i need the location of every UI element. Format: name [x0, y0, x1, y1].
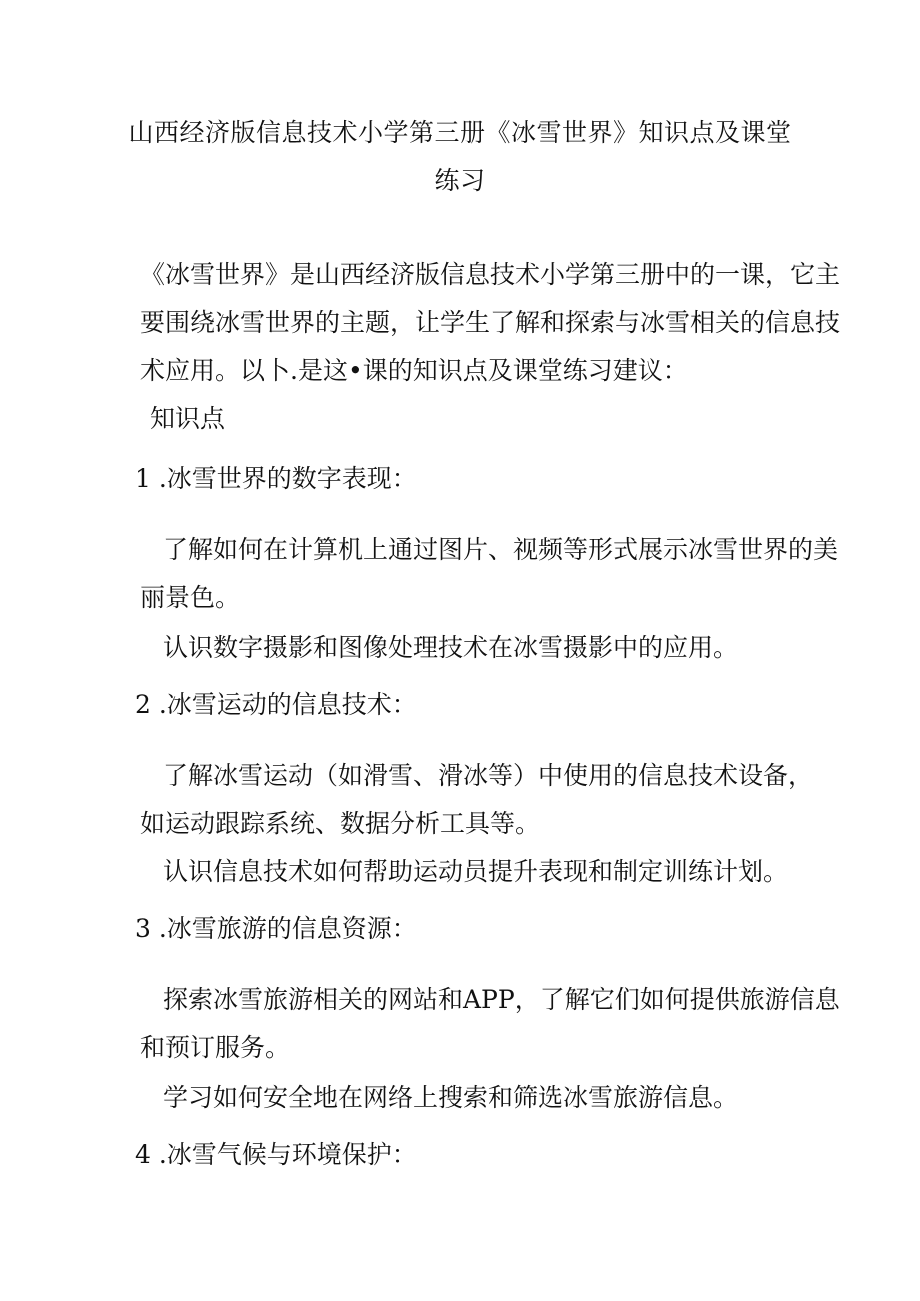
intro-line-3: 术应用。以卜.是这•课的知识点及课堂练习建议： — [140, 356, 688, 385]
section-heading: 知识点 — [150, 404, 226, 433]
item-1-paragraph-2: 认识数字摄影和图像处理技术在冰雪摄影中的应用。 — [163, 633, 739, 662]
item-1-paragraph-1-line-1: 了解如何在计算机上通过图片、视频等形式展示冰雪世界的美 — [163, 535, 839, 564]
item-2-paragraph-1-line-2: 如运动跟踪系统、数据分析工具等。 — [140, 809, 541, 838]
item-2-paragraph-1-line-1: 了解冰雪运动（如滑雪、滑冰等）中使用的信息技术设备， — [163, 761, 814, 790]
item-3-paragraph-1-line-2: 和预订服务。 — [140, 1033, 291, 1062]
item-3-heading: 3 .冰雪旅游的信息资源： — [135, 914, 417, 943]
item-4-heading: 4 .冰雪气候与环境保护： — [135, 1140, 417, 1169]
item-1-heading: 1 .冰雪世界的数字表现： — [135, 464, 417, 493]
item-3-paragraph-1-line-1: 探索冰雪旅游相关的网站和APP，了解它们如何提供旅游信息 — [163, 985, 840, 1014]
intro-line-1: 《冰雪世界》是山西经济版信息技术小学第三册中的一课，它主 — [140, 260, 841, 289]
document-title-line-2: 练习 — [434, 166, 486, 195]
intro-line-2: 要围绕冰雪世界的主题，让学生了解和探索与冰雪相关的信息技 — [140, 308, 841, 337]
item-2-paragraph-2: 认识信息技术如何帮助运动员提升表现和制定训练计划。 — [163, 857, 789, 886]
item-1-paragraph-1-line-2: 丽景色。 — [140, 583, 241, 612]
document-title-line-1: 山西经济版信息技术小学第三册《冰雪世界》知识点及课堂 — [128, 118, 792, 147]
item-3-paragraph-2: 学习如何安全地在网络上搜索和筛选冰雪旅游信息。 — [163, 1083, 739, 1112]
item-2-heading: 2 .冰雪运动的信息技术： — [135, 690, 417, 719]
